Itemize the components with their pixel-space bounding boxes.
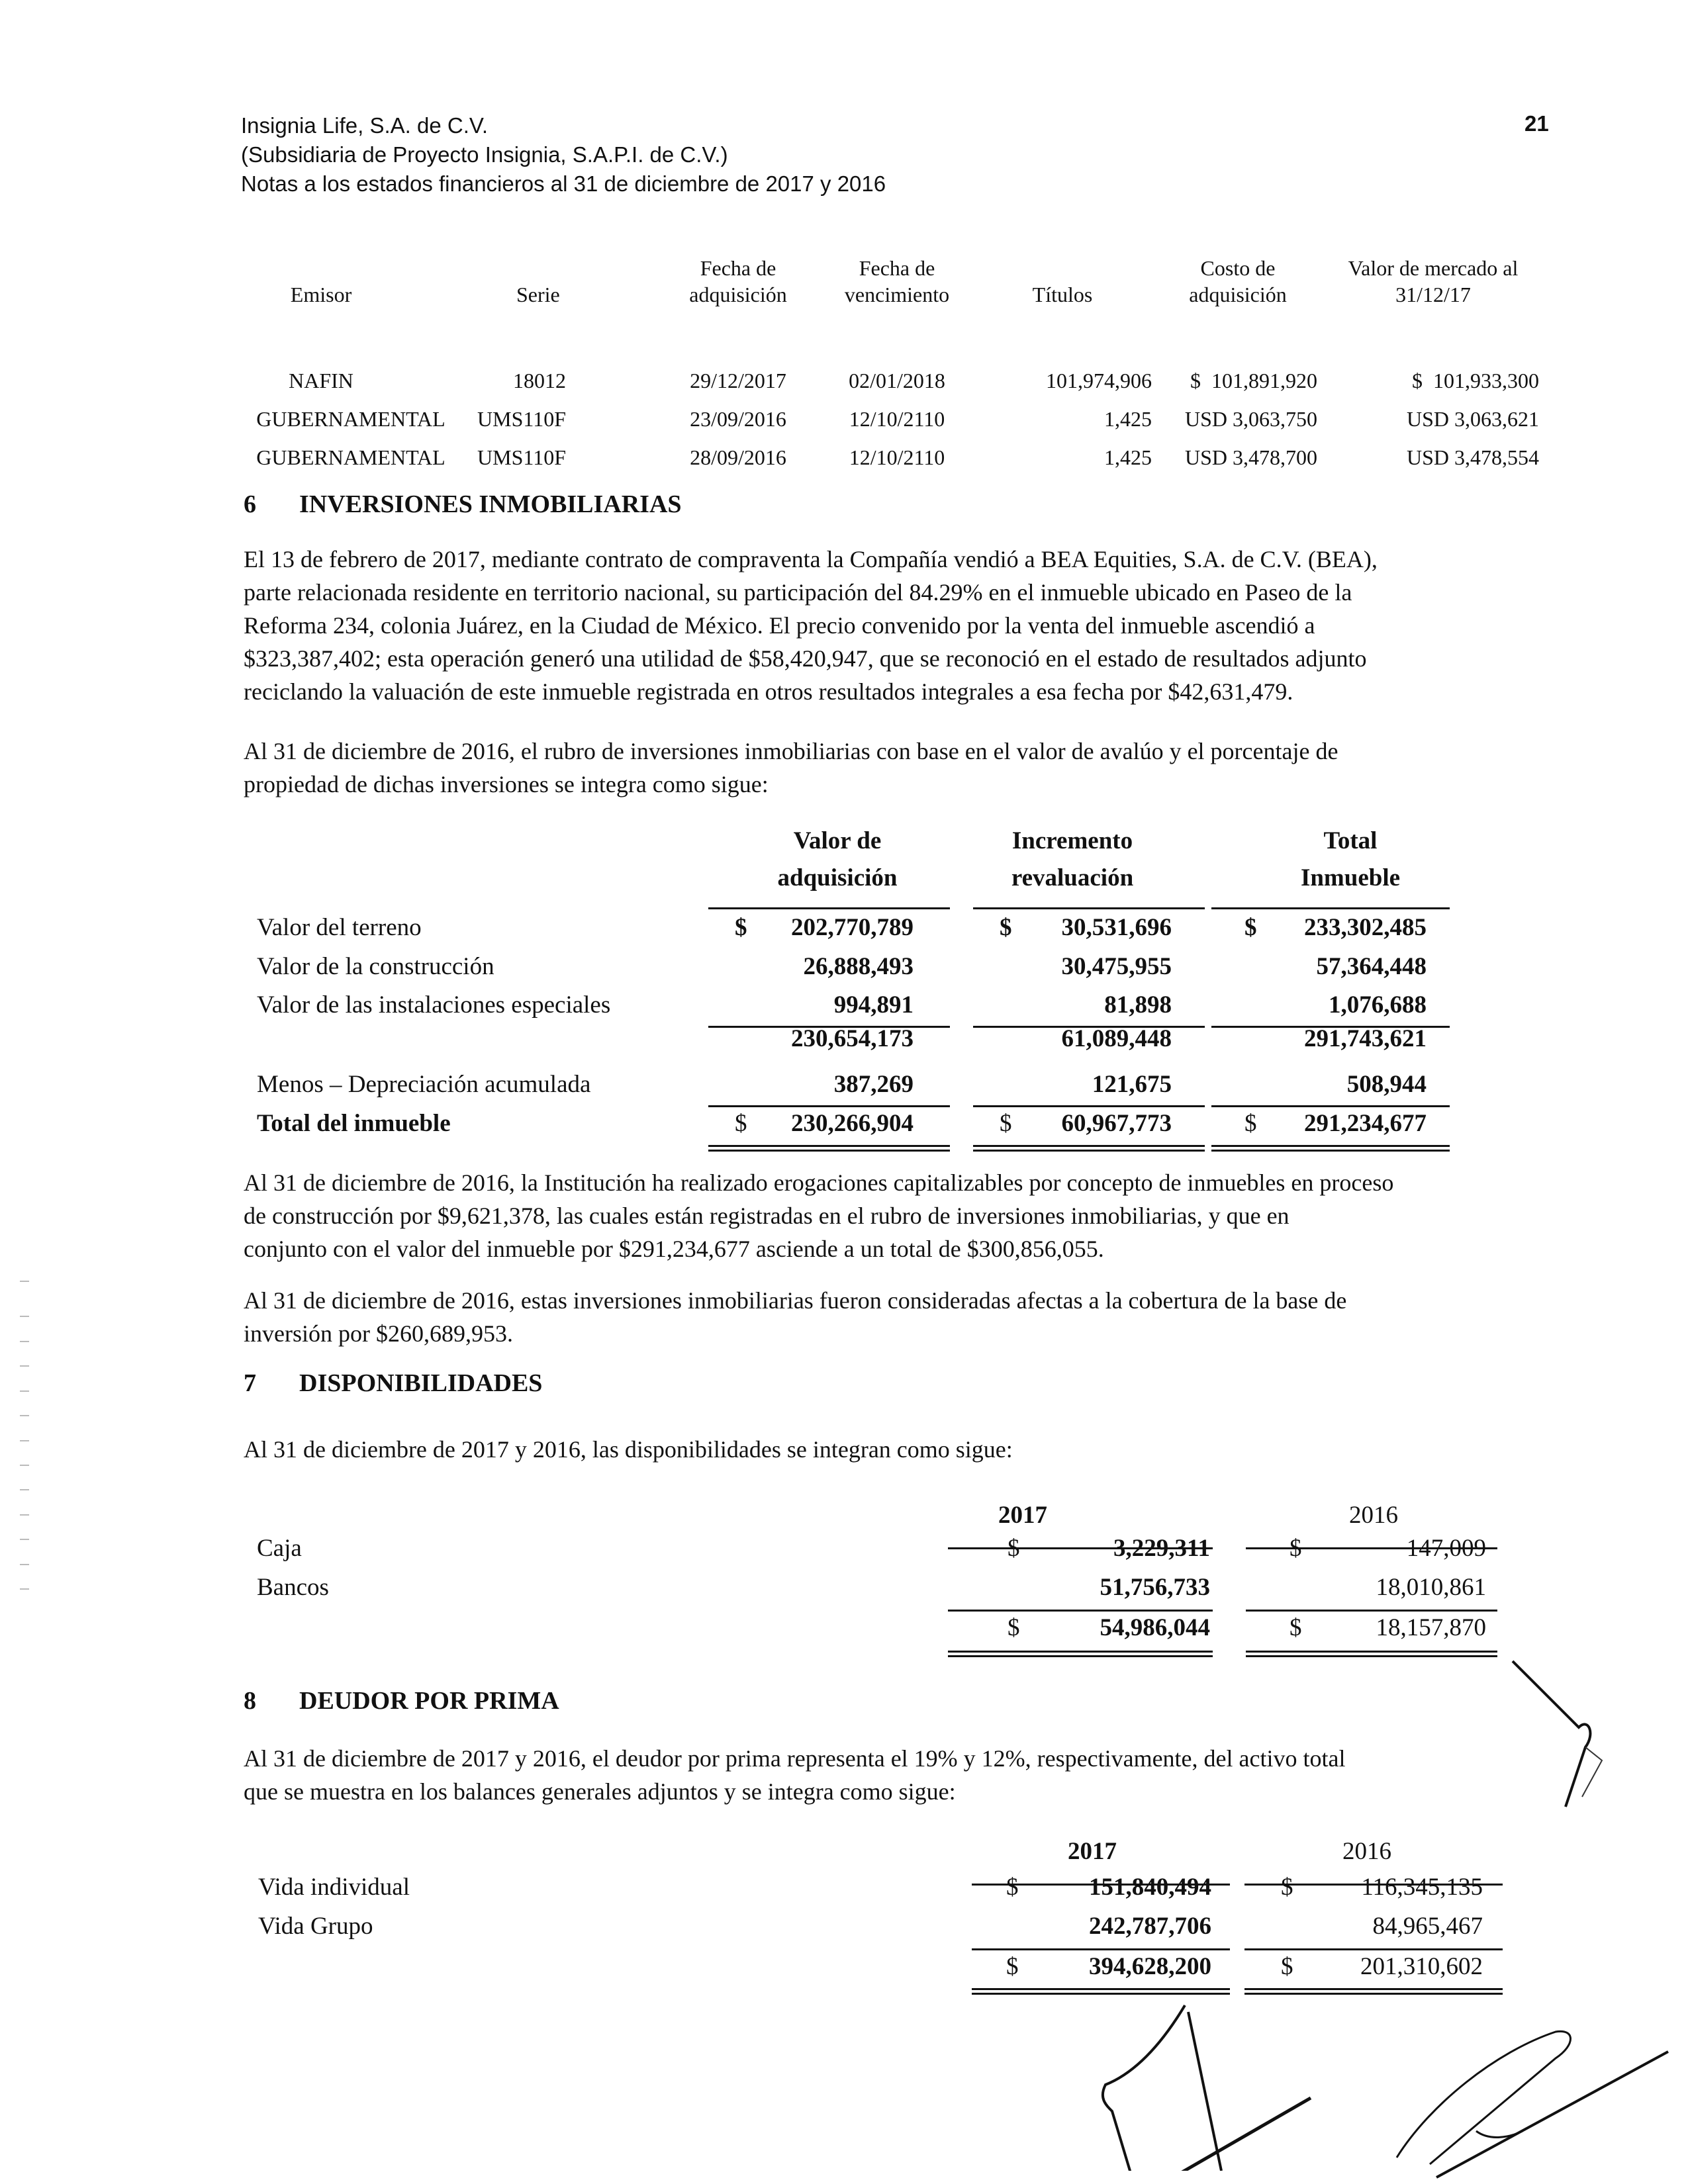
value-cell: 508,944	[1346, 1071, 1427, 1098]
divider	[948, 1610, 1213, 1612]
value-cell: 387,269	[833, 1071, 914, 1098]
fecha-adquisicion-cell: 29/12/2017	[690, 369, 786, 392]
total-cell: 18,157,870	[1376, 1614, 1486, 1641]
fecha-adquisicion-cell: 23/09/2016	[690, 407, 786, 431]
margin-mark	[20, 1390, 29, 1392]
column-header: Emisor	[290, 283, 352, 306]
divider	[973, 907, 1205, 909]
handwritten-initial-mark	[1503, 1655, 1635, 1853]
text-line: de construcción por $9,621,378, las cuales están registradas en el rubro de inversiones inmobiliarias, y que en	[244, 1203, 1289, 1229]
currency-symbol: $	[1008, 1535, 1020, 1562]
divider	[1246, 1610, 1497, 1612]
margin-mark	[20, 1489, 29, 1490]
text-line: Reforma 234, colonia Juárez, en la Ciudad de México. El precio convenido por la venta del inmueble ascendió a	[244, 612, 1315, 639]
row-label: Caja	[257, 1535, 302, 1562]
serie-cell: UMS110F	[477, 445, 566, 469]
value-cell: 147,009	[1406, 1535, 1486, 1562]
subtotal-cell: 230,654,173	[791, 1025, 914, 1052]
emisor-cell: GUBERNAMENTAL	[256, 445, 445, 469]
currency-symbol: $	[1281, 1953, 1293, 1980]
total-cell: 291,234,677	[1304, 1110, 1427, 1137]
currency-symbol: $	[1281, 1874, 1293, 1901]
total-cell: 201,310,602	[1360, 1953, 1483, 1980]
divider	[1211, 1105, 1450, 1107]
column-header: Títulos	[1032, 283, 1093, 306]
signature-1	[1059, 1999, 1357, 2171]
text-line: $323,387,402; esta operación generó una utilidad de $58,420,947, que se reconoció en el estado de resultados adjunto	[244, 645, 1367, 672]
margin-mark	[20, 1415, 29, 1416]
divider	[972, 1948, 1230, 1950]
column-header: Fecha de adquisición	[689, 256, 787, 306]
value-cell: 242,787,706	[1089, 1913, 1211, 1940]
margin-mark	[20, 1539, 29, 1540]
fecha-vencimiento-cell: 12/10/2110	[849, 407, 945, 431]
text-line: reciclando la valuación de este inmueble registrada en otros resultados integrales a esa fecha por $42,631,479.	[244, 678, 1293, 705]
fecha-vencimiento-cell: 02/01/2018	[849, 369, 945, 392]
value-cell: 30,531,696	[1061, 914, 1172, 941]
margin-mark	[20, 1465, 29, 1466]
section-title: DEUDOR POR PRIMA	[299, 1687, 559, 1715]
total-cell: 230,266,904	[791, 1110, 914, 1137]
text-line: parte relacionada residente en territorio nacional, su participación del 84.29% en el inmueble ubicado en Paseo de la	[244, 579, 1352, 606]
section-6-paragraph-2	[244, 735, 1554, 801]
double-divider	[1244, 1988, 1503, 1995]
emisor-cell: NAFIN	[289, 369, 353, 392]
section-7-paragraph-1	[244, 1433, 1554, 1466]
column-header: Serie	[516, 283, 560, 306]
mercado-cell: $ 101,933,300	[1412, 369, 1539, 392]
page-header	[241, 111, 886, 199]
costo-cell: USD 3,063,750	[1184, 407, 1317, 431]
column-header-2016: 2016	[1342, 1838, 1391, 1865]
mercado-cell: USD 3,478,554	[1406, 445, 1539, 469]
value-cell: 3,229,311	[1113, 1535, 1210, 1562]
investments-table	[252, 255, 1542, 484]
text-line: Al 31 de diciembre de 2016, la Institución ha realizado erogaciones capitalizables por concepto de inmuebles en proceso	[244, 1169, 1394, 1196]
text-line: Al 31 de diciembre de 2016, el rubro de inversiones inmobiliarias con base en el valor de avalúo y el porcentaje de	[244, 738, 1338, 764]
text-line: que se muestra en los balances generales adjuntos y se integra como sigue:	[244, 1778, 956, 1805]
double-divider	[972, 1988, 1230, 1995]
column-header-2017: 2017	[1068, 1838, 1117, 1865]
value-cell: 30,475,955	[1061, 953, 1172, 980]
value-cell: 121,675	[1092, 1071, 1172, 1098]
column-header: Valor de mercado al 31/12/17	[1348, 256, 1519, 306]
serie-cell: UMS110F	[477, 407, 566, 431]
margin-mark	[20, 1316, 29, 1317]
currency-symbol: $	[1008, 1614, 1020, 1641]
currency-symbol: $	[1244, 1110, 1257, 1137]
currency-symbol: $	[1000, 1110, 1012, 1137]
currency-symbol: $	[1006, 1953, 1019, 1980]
column-header: Total Inmueble	[1300, 827, 1401, 891]
column-header-2016: 2016	[1349, 1502, 1398, 1529]
margin-mark	[20, 1564, 29, 1565]
currency-symbol: $	[1006, 1874, 1019, 1901]
currency-symbol: $	[735, 914, 747, 941]
emisor-cell: GUBERNAMENTAL	[256, 407, 445, 431]
text-line: propiedad de dichas inversiones se integra como sigue:	[244, 771, 769, 797]
currency-symbol: $	[1289, 1535, 1302, 1562]
value-cell: 151,840,494	[1089, 1874, 1211, 1901]
value-cell: 51,756,733	[1100, 1574, 1210, 1601]
row-label: Vida Grupo	[258, 1913, 373, 1940]
text-line: Al 31 de diciembre de 2016, estas inversiones inmobiliarias fueron consideradas afectas a la cobertura de la base de	[244, 1287, 1347, 1314]
section-7-heading	[244, 1369, 542, 1398]
section-6-paragraph-3	[244, 1166, 1554, 1265]
value-cell: 26,888,493	[803, 953, 914, 980]
section-6-paragraph-1	[244, 543, 1554, 708]
margin-mark	[20, 1440, 29, 1441]
table-row	[252, 445, 1542, 484]
text-line: Al 31 de diciembre de 2017 y 2016, el deudor por prima representa el 19% y 12%, respectivamente, del activo total	[244, 1745, 1346, 1772]
divider	[1211, 907, 1450, 909]
column-header-2017: 2017	[998, 1502, 1047, 1529]
margin-mark	[20, 1588, 29, 1590]
fecha-vencimiento-cell: 12/10/2110	[849, 445, 945, 469]
margin-mark	[20, 1341, 29, 1342]
subtotal-cell: 291,743,621	[1304, 1025, 1427, 1052]
margin-mark	[20, 1365, 29, 1367]
double-divider	[948, 1651, 1213, 1657]
divider	[708, 907, 950, 909]
text-line: El 13 de febrero de 2017, mediante contrato de compraventa la Compañía vendió a BEA Equities, S.A. de C.V. (BEA),	[244, 546, 1378, 572]
row-label: Vida individual	[258, 1874, 410, 1901]
value-cell: 1,076,688	[1329, 991, 1427, 1019]
row-label: Valor del terreno	[257, 914, 422, 941]
row-label: Valor de las instalaciones especiales	[257, 991, 611, 1019]
column-header: Costo de adquisición	[1189, 256, 1287, 306]
section-title: DISPONIBILIDADES	[299, 1369, 543, 1397]
total-cell: 60,967,773	[1061, 1110, 1172, 1137]
value-cell: 994,891	[833, 991, 914, 1019]
double-divider	[1211, 1145, 1450, 1152]
margin-mark	[20, 1281, 29, 1282]
currency-symbol: $	[1000, 914, 1012, 941]
total-label: Total del inmueble	[257, 1110, 451, 1137]
costo-cell: USD 3,478,700	[1184, 445, 1317, 469]
notes-subtitle: Notas a los estados financieros al 31 de diciembre de 2017 y 2016	[241, 171, 886, 196]
text-line: Al 31 de diciembre de 2017 y 2016, las disponibilidades se integran como sigue:	[244, 1436, 1013, 1463]
value-cell: 18,010,861	[1376, 1574, 1486, 1601]
mercado-cell: USD 3,063,621	[1406, 407, 1539, 431]
fecha-adquisicion-cell: 28/09/2016	[690, 445, 786, 469]
value-cell: 116,345,135	[1361, 1874, 1483, 1901]
section-number: 7	[244, 1369, 256, 1397]
text-line: inversión por $260,689,953.	[244, 1320, 513, 1347]
section-number: 8	[244, 1687, 256, 1715]
margin-mark	[20, 1514, 29, 1516]
section-8-paragraph-1	[244, 1742, 1554, 1808]
section-6-paragraph-4	[244, 1284, 1554, 1350]
subtotal-cell: 61,089,448	[1061, 1025, 1172, 1052]
page-number: 21	[1524, 111, 1549, 136]
double-divider	[708, 1145, 950, 1152]
costo-cell: $ 101,891,920	[1190, 369, 1317, 392]
column-header: Valor de adquisición	[777, 827, 898, 891]
value-cell: 84,965,467	[1372, 1913, 1483, 1940]
value-cell: 57,364,448	[1316, 953, 1427, 980]
total-cell: 394,628,200	[1089, 1953, 1211, 1980]
value-cell: 202,770,789	[791, 914, 914, 941]
signature-2	[1377, 2025, 1675, 2184]
titulos-cell: 101,974,906	[1046, 369, 1152, 392]
table-row	[252, 369, 1542, 407]
column-header: Fecha de vencimiento	[844, 256, 950, 306]
row-label: Valor de la construcción	[257, 953, 494, 980]
double-divider	[1246, 1651, 1497, 1657]
section-8-heading	[244, 1686, 559, 1715]
table-row	[252, 407, 1542, 445]
section-title: INVERSIONES INMOBILIARIAS	[299, 490, 682, 518]
currency-symbol: $	[1289, 1614, 1302, 1641]
divider	[973, 1105, 1205, 1107]
table-header-row	[252, 255, 1542, 341]
double-divider	[973, 1145, 1205, 1152]
section-6-heading	[244, 490, 682, 519]
column-header: Incremento revaluación	[1011, 827, 1134, 891]
divider	[708, 1105, 950, 1107]
text-line: conjunto con el valor del inmueble por $291,234,677 asciende a un total de $300,856,055.	[244, 1236, 1104, 1262]
divider	[1244, 1948, 1503, 1950]
serie-cell: 18012	[513, 369, 566, 392]
row-label: Bancos	[257, 1574, 329, 1601]
titulos-cell: 1,425	[1104, 407, 1152, 431]
value-cell: 233,302,485	[1304, 914, 1427, 941]
company-name: Insignia Life, S.A. de C.V.	[241, 113, 489, 138]
currency-symbol: $	[1244, 914, 1257, 941]
currency-symbol: $	[735, 1110, 747, 1137]
section-number: 6	[244, 490, 256, 518]
titulos-cell: 1,425	[1104, 445, 1152, 469]
row-label: Menos – Depreciación acumulada	[257, 1071, 591, 1098]
subsidiary-line: (Subsidiaria de Proyecto Insignia, S.A.P.I. de C.V.)	[241, 142, 728, 167]
value-cell: 81,898	[1104, 991, 1172, 1019]
total-cell: 54,986,044	[1100, 1614, 1210, 1641]
